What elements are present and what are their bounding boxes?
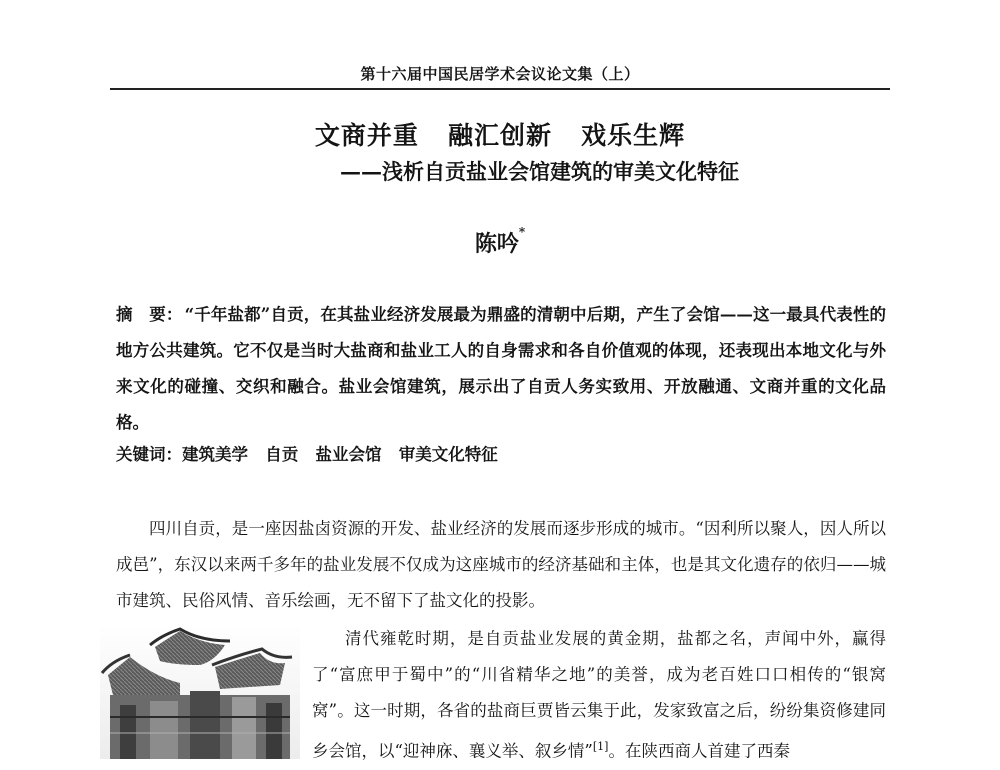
citation-ref: [1] [592, 740, 609, 753]
body-paragraph-2-tail: 。在陕西商人首建了西秦 [608, 741, 790, 761]
author-name: 陈吟 [474, 231, 519, 257]
article-title: 文商并重 融汇创新 戏乐生辉 [314, 121, 686, 150]
keywords [116, 441, 498, 465]
body-paragraph-2 [312, 621, 886, 770]
abstract-label: 摘 要： [116, 305, 183, 324]
intro-paragraph: 四川自贡，是一座因盐卤资源的开发、盐业经济的发展而逐步形成的城市。“因利所以聚人，因人所以成邑”，东汉以来两千多年的盐业发展不仅成为这座城市的经济基础和主体，也是其文化遗存的依归——城市建筑、民俗风情、音乐绘画，无不留下了盐文化的投影。 [116, 519, 886, 610]
guildhall-roof-image [100, 625, 300, 759]
keywords-text: 建筑美学 自贡 盐业会馆 审美文化特征 [182, 445, 498, 464]
keywords-label: 关键词： [116, 445, 182, 464]
body-paragraph-2-text: 清代雍乾时期，是自贡盐业发展的黄金期，盐都之名，声闻中外，赢得了“富庶甲于蜀中”的“川省精华之地”的美誉，成为老百姓口口相传的“银窝窝”。这一时期，各省的盐商巨贾皆云集于此，发家致富之后，纷纷集资修建同乡会馆，以“迎神庥、襄义举、叙乡情” [312, 629, 886, 761]
abstract-text: “千年盐都”自贡，在其盐业经济发展最为鼎盛的清朝中后期，产生了会馆——这一最具代表性的地方公共建筑。它不仅是当时大盐商和盐业工人的自身需求和各自价值观的体现，还表现出本地文化与外来文化的碰撞、交织和融合。盐业会馆建筑，展示出了自贡人务实致用、开放融通、文商并重的文化品格。 [116, 305, 887, 432]
article-subtitle: ——浅析自贡盐业会馆建筑的审美文化特征 [340, 159, 739, 184]
abstract [116, 297, 886, 441]
running-header: 第十六届中国民居学术会议论文集（上） [360, 65, 640, 83]
author-footnote-mark: * [518, 225, 526, 239]
author [0, 227, 1000, 258]
guildhall-photo [100, 625, 300, 759]
header-rule [110, 88, 890, 90]
